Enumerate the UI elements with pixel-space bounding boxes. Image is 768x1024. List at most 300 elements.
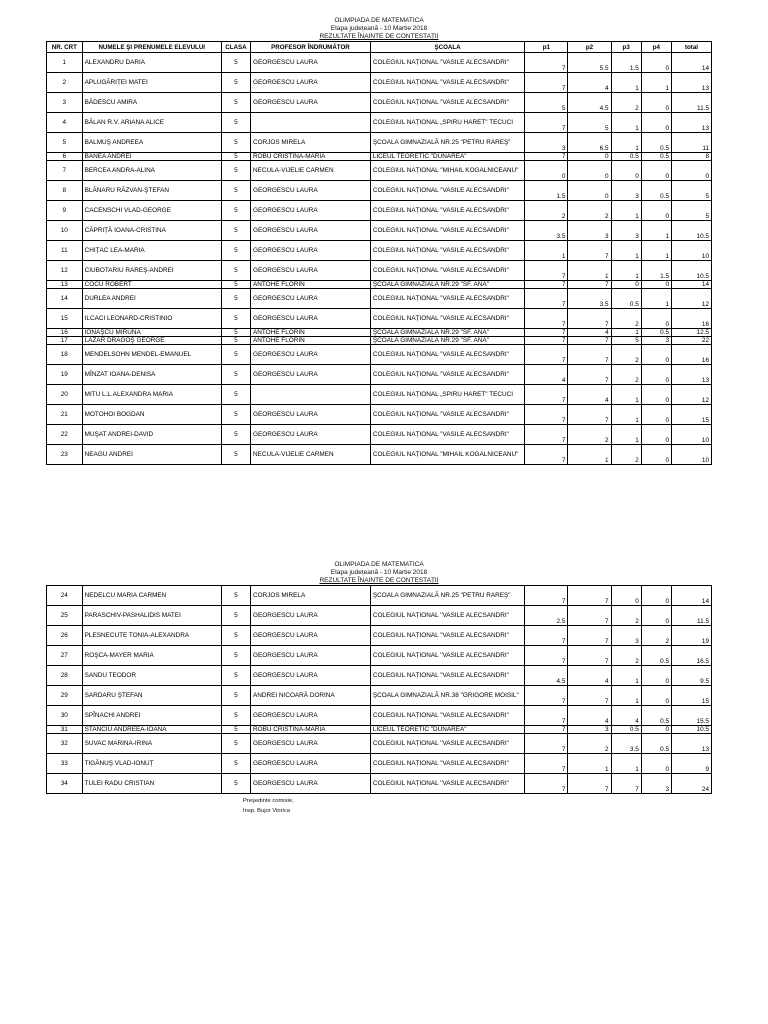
score-p2: 2: [568, 734, 611, 754]
table-row: [47, 309, 712, 329]
row-number: 1: [47, 53, 83, 73]
score-p3: 3: [611, 626, 641, 646]
school-name: COLEGIUL NAȚIONAL "VASILE ALECSANDRI": [370, 734, 524, 754]
table-row: [47, 281, 712, 289]
score-total: 9.5: [672, 666, 712, 686]
score-p3: 7: [611, 774, 641, 794]
table-row: [47, 73, 712, 93]
score-p3: 1: [611, 666, 641, 686]
row-number: 19: [47, 365, 83, 385]
class: 5: [221, 201, 250, 221]
score-total: 24: [672, 774, 712, 794]
score-total: 15.5: [672, 706, 712, 726]
score-p1: 7: [525, 734, 568, 754]
class: 5: [221, 706, 250, 726]
score-p2: 0: [568, 161, 611, 181]
col-header-p4: p4: [641, 42, 671, 53]
school-name: COLEGIUL NAȚIONAL „SPIRU HARET" TECUCI: [370, 113, 524, 133]
row-number: 9: [47, 201, 83, 221]
student-name: SARDARU ŞTEFAN: [82, 686, 221, 706]
document-header-2: [46, 561, 712, 585]
class: 5: [221, 289, 250, 309]
school-name: COLEGIUL NAȚIONAL "VASILE ALECSANDRI": [370, 754, 524, 774]
class: 5: [221, 646, 250, 666]
score-p3: 2: [611, 606, 641, 626]
row-number: 14: [47, 289, 83, 309]
score-p2: 0: [568, 181, 611, 201]
score-total: 15: [672, 405, 712, 425]
score-total: 22: [672, 337, 712, 345]
results-block-page-1: [46, 17, 712, 465]
score-total: 16: [672, 309, 712, 329]
score-p3: 0.5: [611, 289, 641, 309]
table-row: [47, 734, 712, 754]
score-p4: 1: [641, 289, 671, 309]
score-p4: 1: [641, 241, 671, 261]
teacher-name: ROBU CRISTINA-MARIA: [251, 153, 371, 161]
score-p4: 0.5: [641, 133, 671, 153]
score-p3: 3: [611, 221, 641, 241]
table-row: [47, 646, 712, 666]
row-number: 13: [47, 281, 83, 289]
score-p1: 7: [525, 626, 568, 646]
class: 5: [221, 425, 250, 445]
score-p2: 4: [568, 706, 611, 726]
score-p1: 0: [525, 161, 568, 181]
class: 5: [221, 405, 250, 425]
school-name: COLEGIUL NAȚIONAL "VASILE ALECSANDRI": [370, 706, 524, 726]
student-name: MOTOHOI BOGDAN: [82, 405, 221, 425]
score-total: 12.5: [672, 329, 712, 337]
score-p4: 0: [641, 385, 671, 405]
school-name: COLEGIUL NAȚIONAL "VASILE ALECSANDRI": [370, 666, 524, 686]
row-number: 16: [47, 329, 83, 337]
table-row: [47, 666, 712, 686]
table-row: [47, 261, 712, 281]
table-row: [47, 221, 712, 241]
score-p4: 0: [641, 445, 671, 465]
table-row: [47, 93, 712, 113]
school-name: LICEUL TEORETIC "DUNĂREA": [370, 153, 524, 161]
teacher-name: GEORGESCU LAURA: [251, 201, 371, 221]
score-total: 11.5: [672, 93, 712, 113]
class: 5: [221, 626, 250, 646]
table-row: [47, 289, 712, 309]
row-number: 33: [47, 754, 83, 774]
row-number: 3: [47, 93, 83, 113]
score-p2: 7: [568, 646, 611, 666]
score-p1: 7: [525, 261, 568, 281]
score-p4: 0: [641, 754, 671, 774]
score-total: 14: [672, 53, 712, 73]
teacher-name: ANTOHE FLORIN: [251, 329, 371, 337]
student-name: IONAŞCU MIRUNA: [82, 329, 221, 337]
class: 5: [221, 586, 250, 606]
score-p4: 0: [641, 686, 671, 706]
table-row: [47, 337, 712, 345]
row-number: 11: [47, 241, 83, 261]
school-name: COLEGIUL NAȚIONAL "VASILE ALECSANDRI": [370, 626, 524, 646]
student-name: MUŞAT ANDREI-DAVID: [82, 425, 221, 445]
score-p1: 7: [525, 53, 568, 73]
score-p4: 0.5: [641, 734, 671, 754]
score-p4: 3: [641, 774, 671, 794]
teacher-name: GEORGESCU LAURA: [251, 606, 371, 626]
score-p1: 3.5: [525, 221, 568, 241]
teacher-name: GEORGESCU LAURA: [251, 706, 371, 726]
score-p2: 3: [568, 221, 611, 241]
score-p1: 7: [525, 345, 568, 365]
score-p3: 0.5: [611, 726, 641, 734]
score-p2: 4: [568, 73, 611, 93]
school-name: COLEGIUL NAȚIONAL "VASILE ALECSANDRI": [370, 606, 524, 626]
school-name: ŞCOALA GIMNAZIALĂ NR.38 "GRIGORE MOISIL": [370, 686, 524, 706]
score-p1: 1: [525, 241, 568, 261]
school-name: COLEGIUL NAȚIONAL "VASILE ALECSANDRI": [370, 53, 524, 73]
score-p4: 0.5: [641, 181, 671, 201]
score-p2: 7: [568, 365, 611, 385]
table-row: [47, 201, 712, 221]
school-name: COLEGIUL NAȚIONAL "VASILE ALECSANDRI": [370, 289, 524, 309]
score-p1: 7: [525, 586, 568, 606]
score-p4: 1: [641, 73, 671, 93]
teacher-name: GEORGESCU LAURA: [251, 405, 371, 425]
score-p2: 1: [568, 754, 611, 774]
table-row: [47, 445, 712, 465]
score-total: 16.5: [672, 646, 712, 666]
class: 5: [221, 385, 250, 405]
school-name: COLEGIUL NAȚIONAL "MIHAIL KOGALNICEANU": [370, 445, 524, 465]
score-p1: 2: [525, 201, 568, 221]
row-number: 31: [47, 726, 83, 734]
score-p2: 4.5: [568, 93, 611, 113]
table-row: [47, 181, 712, 201]
student-name: STANCIU ANDREEA-IOANA: [82, 726, 221, 734]
table-row: [47, 153, 712, 161]
score-p1: 7: [525, 289, 568, 309]
signature-block: [243, 796, 768, 816]
student-name: MÎNZAT IOANA-DENISA: [82, 365, 221, 385]
teacher-name: GEORGESCU LAURA: [251, 425, 371, 445]
document-header: [46, 17, 712, 41]
score-total: 5: [672, 201, 712, 221]
score-p1: 7: [525, 309, 568, 329]
score-total: 9: [672, 754, 712, 774]
score-total: 5: [672, 181, 712, 201]
score-p3: 1: [611, 329, 641, 337]
score-p2: 3: [568, 726, 611, 734]
teacher-name: ANDREI NICOARĂ DORINA: [251, 686, 371, 706]
class: 5: [221, 133, 250, 153]
student-name: BANEA ANDREI: [82, 153, 221, 161]
class: 5: [221, 309, 250, 329]
teacher-name: GEORGESCU LAURA: [251, 73, 371, 93]
score-p1: 3: [525, 133, 568, 153]
score-p2: 7: [568, 281, 611, 289]
row-number: 34: [47, 774, 83, 794]
score-p3: 2: [611, 309, 641, 329]
header-stage: Etapa județeană - 10 Martie 2018: [330, 25, 428, 32]
school-name: COLEGIUL NAȚIONAL "VASILE ALECSANDRI": [370, 774, 524, 794]
score-p2: 5: [568, 113, 611, 133]
row-number: 32: [47, 734, 83, 754]
score-p1: 7: [525, 73, 568, 93]
score-p1: 7: [525, 706, 568, 726]
school-name: COLEGIUL NAȚIONAL "VASILE ALECSANDRI": [370, 365, 524, 385]
score-p4: 0: [641, 345, 671, 365]
row-number: 29: [47, 686, 83, 706]
student-name: SANDU TEODOR: [82, 666, 221, 686]
score-total: 0: [672, 161, 712, 181]
teacher-name: GEORGESCU LAURA: [251, 53, 371, 73]
table-row: [47, 133, 712, 153]
class: 5: [221, 345, 250, 365]
teacher-name: GEORGESCU LAURA: [251, 646, 371, 666]
score-p3: 0: [611, 586, 641, 606]
student-name: BLĂNARU RĂZVAN-ŞTEFAN: [82, 181, 221, 201]
score-p4: 0: [641, 666, 671, 686]
score-total: 10.5: [672, 726, 712, 734]
student-name: BĂLAN R.V. ARIANA ALICE: [82, 113, 221, 133]
score-p2: 3.5: [568, 289, 611, 309]
school-name: COLEGIUL NAȚIONAL "VASILE ALECSANDRI": [370, 646, 524, 666]
score-p2: 7: [568, 241, 611, 261]
score-p2: 7: [568, 405, 611, 425]
results-body-2: [47, 586, 712, 794]
teacher-name: [251, 113, 371, 133]
score-p2: 0: [568, 153, 611, 161]
school-name: COLEGIUL NAȚIONAL "VASILE ALECSANDRI": [370, 221, 524, 241]
score-p4: 0: [641, 405, 671, 425]
results-table-2: [46, 585, 712, 794]
school-name: COLEGIUL NAȚIONAL "VASILE ALECSANDRI": [370, 309, 524, 329]
score-p1: 7: [525, 337, 568, 345]
teacher-name: GEORGESCU LAURA: [251, 309, 371, 329]
score-p2: 7: [568, 586, 611, 606]
score-p2: 7: [568, 626, 611, 646]
student-name: NEAGU ANDREI: [82, 445, 221, 465]
class: 5: [221, 329, 250, 337]
student-name: NEDELCU MARIA CARMEN: [82, 586, 221, 606]
school-name: ŞCOALA GIMNAZIALĂ NR.25 "PETRU RAREŞ": [370, 133, 524, 153]
score-p2: 6.5: [568, 133, 611, 153]
score-p3: 1: [611, 113, 641, 133]
score-p1: 7: [525, 113, 568, 133]
score-total: 10: [672, 241, 712, 261]
col-header-school: ŞCOALA: [370, 42, 524, 53]
score-total: 13: [672, 73, 712, 93]
class: 5: [221, 261, 250, 281]
student-name: TULEI RADU CRISTIAN: [82, 774, 221, 794]
school-name: ŞCOALA GIMNAZIALĂ NR.29 "SF. ANA": [370, 329, 524, 337]
student-name: APLUGĂRIȚEI MATEI: [82, 73, 221, 93]
school-name: COLEGIUL NAȚIONAL "VASILE ALECSANDRI": [370, 93, 524, 113]
school-name: COLEGIUL NAȚIONAL "VASILE ALECSANDRI": [370, 73, 524, 93]
student-name: COCU ROBERT: [82, 281, 221, 289]
score-p1: 7: [525, 774, 568, 794]
score-p4: 1.5: [641, 261, 671, 281]
table-row: [47, 241, 712, 261]
school-name: ŞCOALA GIMNAZIALĂ NR.25 "PETRU RAREŞ": [370, 586, 524, 606]
school-name: COLEGIUL NAȚIONAL "VASILE ALECSANDRI": [370, 405, 524, 425]
school-name: COLEGIUL NAȚIONAL "MIHAIL KOGALNICEANU": [370, 161, 524, 181]
score-p2: 7: [568, 309, 611, 329]
row-number: 5: [47, 133, 83, 153]
committee-president-name: Insp. Bujor Viorica: [243, 808, 290, 814]
row-number: 18: [47, 345, 83, 365]
score-p3: 0: [611, 161, 641, 181]
school-name: ŞCOALA GIMNAZIALĂ NR.29 "SF. ANA": [370, 337, 524, 345]
score-p2: 1: [568, 261, 611, 281]
teacher-name: GEORGESCU LAURA: [251, 181, 371, 201]
class: 5: [221, 93, 250, 113]
student-name: MITU L.L.ALEXANDRA MARIA: [82, 385, 221, 405]
row-number: 22: [47, 425, 83, 445]
class: 5: [221, 606, 250, 626]
row-number: 23: [47, 445, 83, 465]
score-total: 11.5: [672, 606, 712, 626]
score-total: 13: [672, 113, 712, 133]
student-name: DURLEA ANDREI: [82, 289, 221, 309]
teacher-name: GEORGESCU LAURA: [251, 365, 371, 385]
score-p2: 2: [568, 425, 611, 445]
row-number: 24: [47, 586, 83, 606]
score-p4: 0: [641, 93, 671, 113]
score-p4: 0: [641, 726, 671, 734]
row-number: 17: [47, 337, 83, 345]
score-p4: 0: [641, 425, 671, 445]
score-p1: 7: [525, 646, 568, 666]
score-p4: 0: [641, 365, 671, 385]
teacher-name: GEORGESCU LAURA: [251, 754, 371, 774]
score-p4: 0.5: [641, 329, 671, 337]
table-row: [47, 113, 712, 133]
header-title-2: OLIMPIADA DE MATEMATICA: [334, 561, 424, 568]
school-name: LICEUL TEORETIC "DUNĂREA": [370, 726, 524, 734]
score-total: 14: [672, 281, 712, 289]
score-p1: 7: [525, 726, 568, 734]
class: 5: [221, 754, 250, 774]
score-total: 12: [672, 385, 712, 405]
teacher-name: NECULA-VIJELIE CARMEN: [251, 161, 371, 181]
score-p4: 0: [641, 113, 671, 133]
score-p3: 2: [611, 646, 641, 666]
teacher-name: GEORGESCU LAURA: [251, 666, 371, 686]
score-p1: 2.5: [525, 606, 568, 626]
class: 5: [221, 686, 250, 706]
table-row: [47, 405, 712, 425]
score-p3: 2: [611, 445, 641, 465]
score-p3: 1: [611, 385, 641, 405]
score-p1: 7: [525, 754, 568, 774]
class: 5: [221, 365, 250, 385]
student-name: LAZĂR DRAGOŞ GEORGE: [82, 337, 221, 345]
score-p3: 1: [611, 261, 641, 281]
student-name: BERCEA ANDRA-ALINA: [82, 161, 221, 181]
header-subtitle: REZULTATE ÎNAINTE DE CONTESTAȚII: [319, 33, 439, 40]
student-name: TIGĂNUŞ VLAD-IONUȚ: [82, 754, 221, 774]
score-p2: 2: [568, 201, 611, 221]
score-p3: 0.5: [611, 153, 641, 161]
school-name: COLEGIUL NAȚIONAL "VASILE ALECSANDRI": [370, 201, 524, 221]
col-header-nr: NR. CRT: [47, 42, 83, 53]
score-p3: 2: [611, 93, 641, 113]
student-name: CHIȚAC LEA-MARIA: [82, 241, 221, 261]
table-row: [47, 365, 712, 385]
score-p4: 0.5: [641, 646, 671, 666]
table-row: [47, 626, 712, 646]
table-row: [47, 329, 712, 337]
school-name: COLEGIUL NAȚIONAL "VASILE ALECSANDRI": [370, 241, 524, 261]
score-total: 19: [672, 626, 712, 646]
results-block-page-2: [46, 561, 712, 814]
score-p3: 2: [611, 365, 641, 385]
score-p3: 1: [611, 241, 641, 261]
score-total: 13: [672, 365, 712, 385]
score-p4: 0: [641, 53, 671, 73]
class: 5: [221, 113, 250, 133]
teacher-name: ROBU CRISTINA-MARIA: [251, 726, 371, 734]
row-number: 10: [47, 221, 83, 241]
teacher-name: GEORGESCU LAURA: [251, 289, 371, 309]
header-title: OLIMPIADA DE MATEMATICA: [334, 17, 424, 24]
table-row: [47, 385, 712, 405]
teacher-name: [251, 385, 371, 405]
teacher-name: GEORGESCU LAURA: [251, 345, 371, 365]
score-p1: 7: [525, 686, 568, 706]
row-number: 8: [47, 181, 83, 201]
results-body: [47, 53, 712, 465]
score-total: 10: [672, 445, 712, 465]
teacher-name: GEORGESCU LAURA: [251, 221, 371, 241]
row-number: 4: [47, 113, 83, 133]
teacher-name: GEORGESCU LAURA: [251, 626, 371, 646]
teacher-name: GEORGESCU LAURA: [251, 261, 371, 281]
score-p3: 1: [611, 73, 641, 93]
row-number: 12: [47, 261, 83, 281]
header-stage-2: Etapa județeană - 10 Martie 2018: [330, 569, 428, 576]
score-p2: 7: [568, 606, 611, 626]
school-name: COLEGIUL NAȚIONAL "VASILE ALECSANDRI": [370, 425, 524, 445]
teacher-name: CORJOS MIRELA: [251, 586, 371, 606]
row-number: 15: [47, 309, 83, 329]
score-total: 13: [672, 734, 712, 754]
score-total: 10.5: [672, 261, 712, 281]
col-header-p3: p3: [611, 42, 641, 53]
score-p1: 7: [525, 405, 568, 425]
student-name: SUVAC MARINA-IRINA: [82, 734, 221, 754]
table-row: [47, 686, 712, 706]
class: 5: [221, 726, 250, 734]
table-row: [47, 754, 712, 774]
col-header-class: CLASA: [221, 42, 250, 53]
score-p2: 5.5: [568, 53, 611, 73]
score-p2: 4: [568, 385, 611, 405]
teacher-name: CORJOS MIRELA: [251, 133, 371, 153]
score-total: 15: [672, 686, 712, 706]
score-p2: 7: [568, 686, 611, 706]
row-number: 6: [47, 153, 83, 161]
score-p1: 7: [525, 329, 568, 337]
score-p1: 7: [525, 153, 568, 161]
class: 5: [221, 666, 250, 686]
score-total: 8: [672, 153, 712, 161]
score-p4: 0: [641, 161, 671, 181]
row-number: 30: [47, 706, 83, 726]
score-p3: 2: [611, 345, 641, 365]
student-name: CĂPRIȚĂ IOANA-CRISTINA: [82, 221, 221, 241]
school-name: COLEGIUL NAȚIONAL "VASILE ALECSANDRI": [370, 261, 524, 281]
